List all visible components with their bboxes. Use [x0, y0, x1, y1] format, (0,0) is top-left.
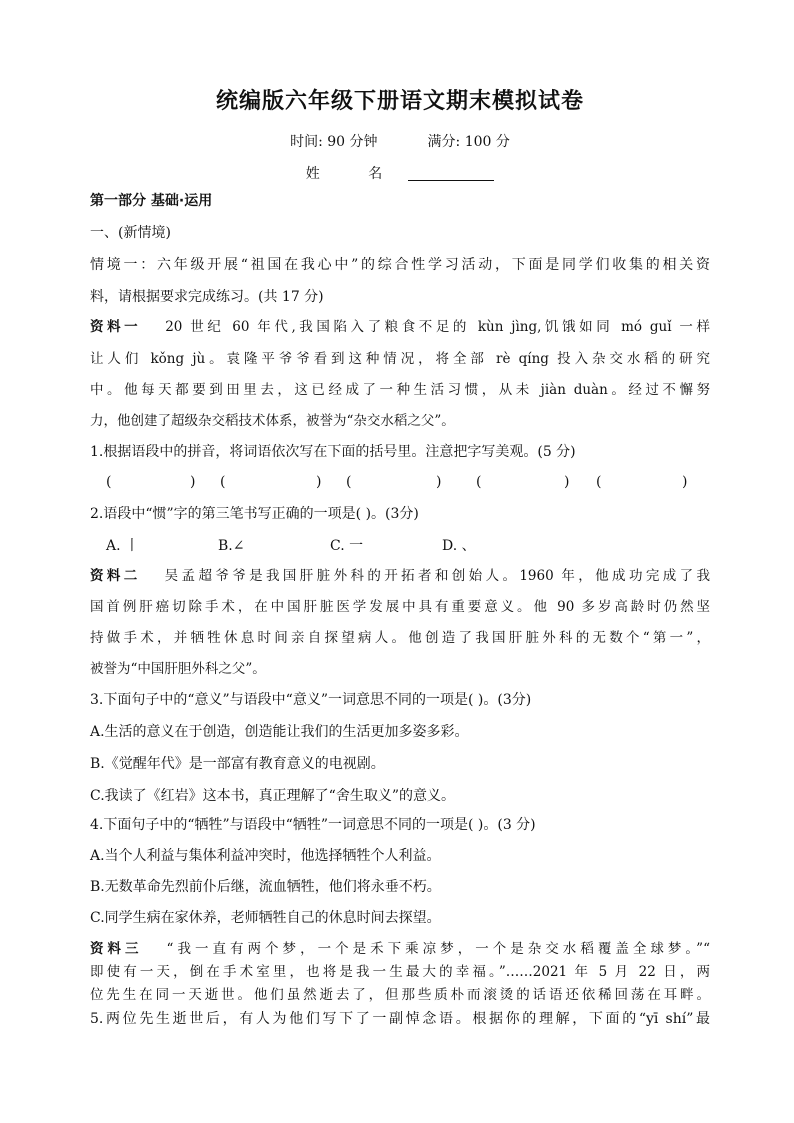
option-a[interactable]: A. 丨 [106, 538, 140, 554]
material2-tag: 资料二 [90, 568, 141, 584]
answer-paren-open-1[interactable]: ( [106, 474, 112, 490]
answer-paren-close-2: ) [316, 474, 322, 490]
material1-tag: 资料一 [90, 319, 142, 335]
exam-time: 时间: 90 分钟 [290, 134, 378, 150]
exam-meta [90, 131, 710, 151]
answer-paren-open-5[interactable]: ( [596, 474, 602, 490]
material3-line-2: 即使有一天，倒在手术室里，也将是我一生最大的幸福。”……2021 年 5 月 22 日，两 [90, 964, 710, 980]
option-d[interactable]: D. 、 [442, 538, 476, 554]
page-title: 统编版六年级下册语文期末模拟试卷 [215, 89, 584, 114]
answer-paren-close-4: ) [564, 474, 570, 490]
question-3-option-c[interactable]: C.我读了《红岩》这本书，真正理解了“舍生取义”的意义。 [90, 788, 455, 804]
question-4-option-c[interactable]: C.同学生病在家休养，老师牺牲自己的休息时间去探望。 [90, 910, 441, 926]
answer-paren-open-2[interactable]: ( [220, 474, 226, 490]
scenario-line-1: 情境一：六年级开展“祖国在我心中”的综合性学习活动，下面是同学们收集的相关资 [90, 257, 710, 273]
material3-tag: 资料三 [90, 941, 143, 957]
question-4-option-b[interactable]: B.无数革命先烈前仆后继，流血牺牲，他们将永垂不朽。 [90, 879, 441, 895]
name-blank[interactable] [408, 180, 494, 181]
material2-line-3: 持做手术，并牺牲休息时间亲自探望病人。他创造了我国肝脏外科的无数个“第一”， [90, 630, 710, 646]
material1-line-4: 力，他创建了超级杂交稻技术体系，被誉为“杂交水稻之父”。 [90, 413, 455, 429]
material2-line-4: 被誉为“中国肝胆外科之父”。 [90, 661, 266, 677]
material1-line-3: 中。他每天都要到田里去，这已经成了一种生活习惯，从未 jiàn duàn。经过不懈努 [90, 382, 710, 398]
question-3-option-a[interactable]: A.生活的意义在于创造，创造能让我们的生活更加多姿多彩。 [90, 724, 469, 740]
answer-paren-close-1: ) [190, 474, 196, 490]
question-1-stem: 1.根据语段中的拼音，将词语依次写在下面的括号里。注意把字写美观。(5 分) [90, 444, 576, 460]
option-c[interactable]: C. 一 [330, 538, 364, 554]
question-4-stem: 4.下面句子中的“牺牲”与语段中“牺牲”一词意思不同的一项是( )。(3 分) [90, 817, 536, 833]
part-heading: 第一部分 基础·运用 [90, 193, 213, 209]
material3-line-3: 位先生在同一天逝世。他们虽然逝去了，但那些质朴而滚烫的话语还依稀回荡在耳畔。 [90, 987, 710, 1003]
material2-line-1 [90, 566, 710, 586]
answer-paren-open-3[interactable]: ( [346, 474, 352, 490]
question-4-option-a[interactable]: A.当个人利益与集体利益冲突时，他选择牺牲个人利益。 [90, 848, 441, 864]
material2-text-1: 吴孟超爷爷是我国肝脏外科的开拓者和创始人。1960 年，他成功完成了我 [164, 568, 710, 584]
material1-line-2: 让人们 kǒng jù。袁隆平爷爷看到这种情况，将全部 rè qíng 投入杂交水稻的研究 [90, 351, 710, 367]
section-heading: 一、(新情境) [90, 225, 171, 241]
answer-paren-close-5: ) [682, 474, 688, 490]
question-5-stem: 5.两位先生逝世后，有人为他们写下了一副悼念语。根据你的理解，下面的“yī shí”最 [90, 1011, 710, 1027]
answer-paren-close-3: ) [436, 474, 442, 490]
material3-text-1: “我一直有两个梦，一个是禾下乘凉梦，一个是杂交水稻覆盖全球梦。”“ [166, 941, 710, 957]
material2-line-2: 国首例肝癌切除手术，在中国肝脏医学发展中具有重要意义。他 90 多岁高龄时仍然坚 [90, 599, 710, 615]
option-b[interactable]: B.∠ [218, 538, 245, 554]
student-name-row [90, 163, 710, 183]
name-label: 姓 名 [305, 166, 405, 182]
material1-line-1 [90, 317, 710, 337]
scenario-line-2: 料，请根据要求完成练习。(共 17 分) [90, 289, 324, 305]
material1-text-1: 20 世纪 60 年代,我国陷入了粮食不足的 kùn jìng,饥饿如同 mó guǐ 一样 [165, 319, 711, 335]
exam-score: 满分: 100 分 [427, 134, 510, 150]
material3-line-1 [90, 939, 710, 959]
question-3-option-b[interactable]: B.《觉醒年代》是一部富有教育意义的电视剧。 [90, 756, 385, 772]
question-3-stem: 3.下面句子中的“意义”与语段中“意义”一词意思不同的一项是( )。(3分) [90, 692, 532, 708]
answer-paren-open-4[interactable]: ( [476, 474, 482, 490]
question-2-stem: 2.语段中“惯”字的第三笔书写正确的一项是( )。(3分) [90, 506, 419, 522]
